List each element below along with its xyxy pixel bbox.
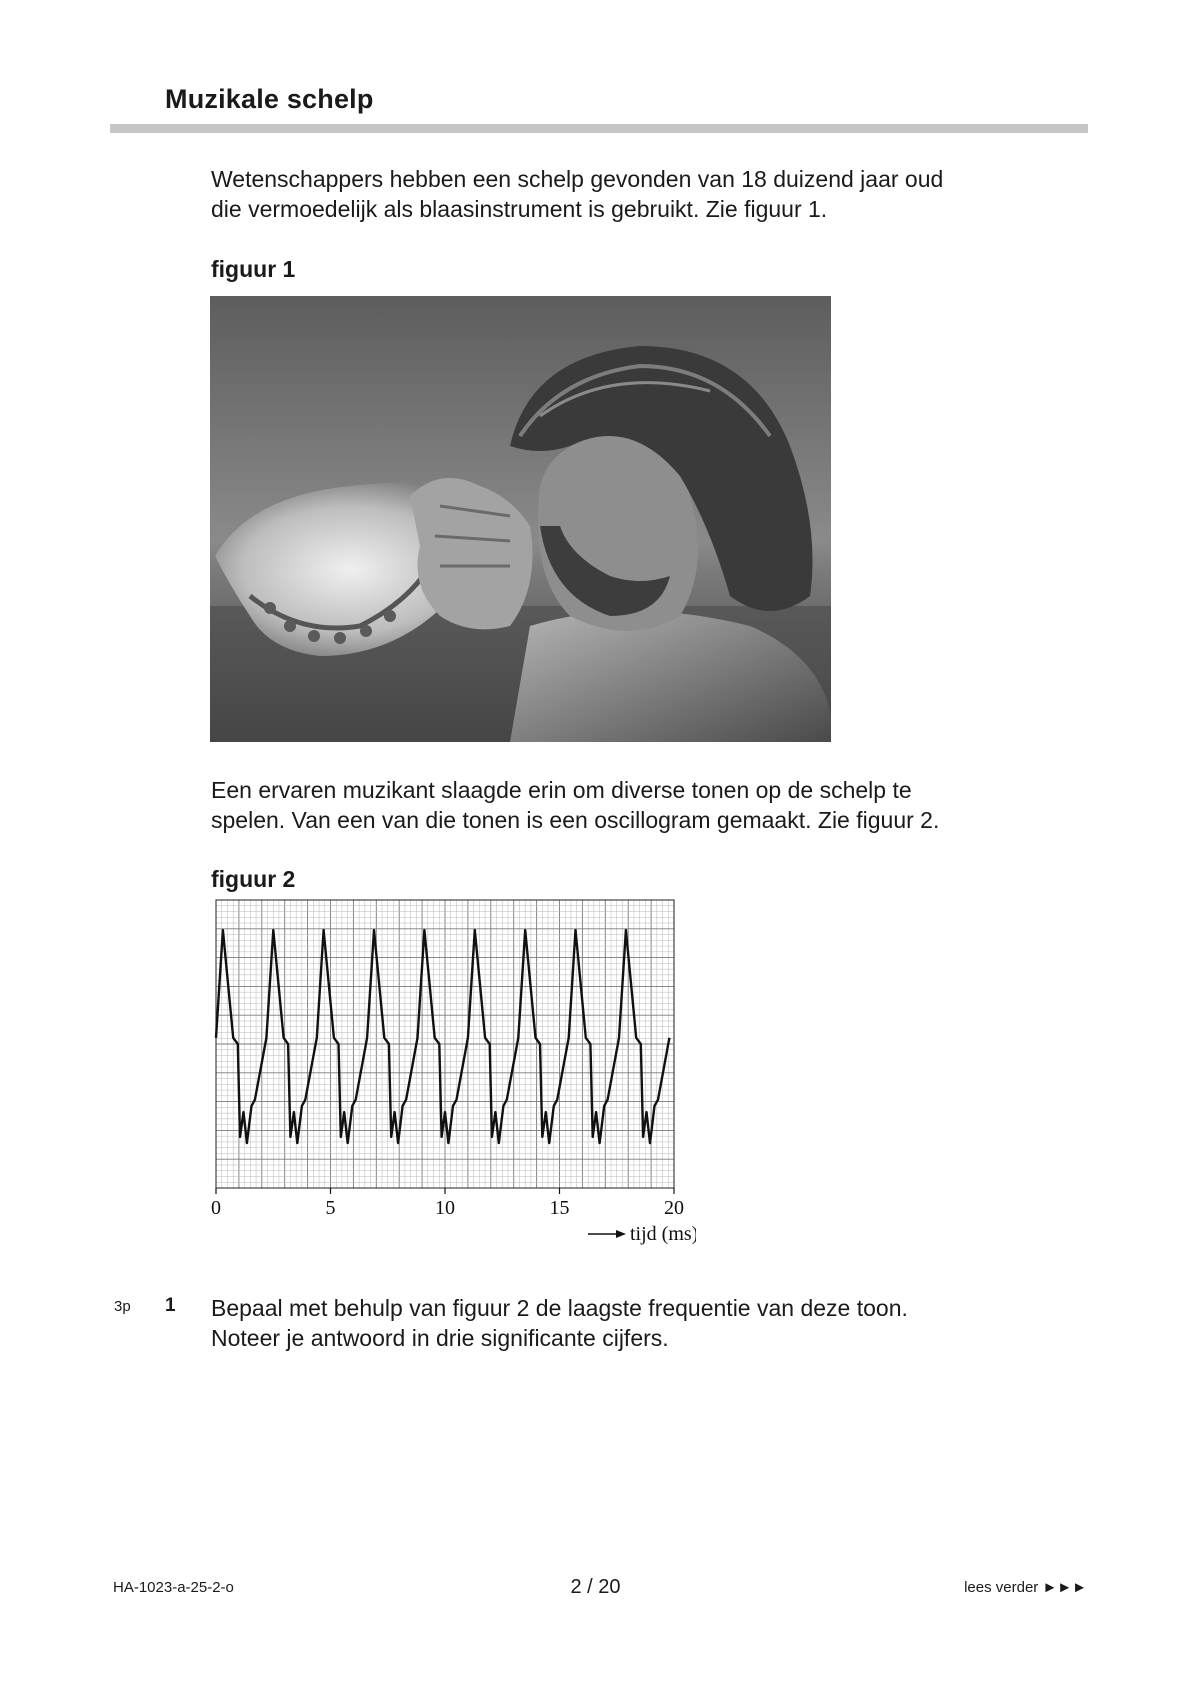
title-divider [110, 124, 1088, 133]
intro-line: die vermoedelijk als blaasinstrument is gebruikt. Zie figuur 1. [211, 196, 828, 222]
question-line: Bepaal met behulp van figuur 2 de laagste frequentie van deze toon. [211, 1295, 908, 1321]
question-points: 3p [114, 1298, 131, 1315]
figure1-photo [210, 296, 831, 742]
x-tick-label: 15 [549, 1197, 570, 1219]
oscillogram [196, 898, 696, 1263]
page-number: 2 / 20 [570, 1576, 621, 1598]
x-tick-label: 5 [325, 1197, 336, 1219]
waveform-line [216, 930, 669, 1143]
oscillogram-chart [196, 898, 696, 1258]
question-line: Noteer je antwoord in drie significante cijfers. [211, 1325, 669, 1351]
page-title: Muzikale schelp [165, 84, 374, 114]
oscillogram-grid [216, 900, 674, 1188]
intro-line: Wetenschappers hebben een schelp gevonden van 18 duizend jaar oud [211, 166, 944, 192]
x-axis-arrowhead [616, 1230, 626, 1238]
question-number: 1 [165, 1295, 176, 1316]
figure2-intro-paragraph [211, 775, 1091, 835]
figure2-label: figuur 2 [211, 866, 296, 892]
intro-paragraph [211, 164, 1091, 224]
continue-indicator: lees verder ►►► [964, 1579, 1087, 1596]
exam-code: HA-1023-a-25-2-o [113, 1579, 234, 1596]
x-tick-label: 20 [664, 1197, 684, 1219]
question-text [211, 1293, 1091, 1353]
paragraph-line: spelen. Van een van die tonen is een oscillogram gemaakt. Zie figuur 2. [211, 807, 940, 833]
x-tick-label: 0 [211, 1197, 221, 1219]
paragraph-line: Een ervaren muzikant slaagde erin om diverse tonen op de schelp te [211, 777, 912, 803]
x-tick-label: 10 [435, 1197, 455, 1219]
figure1-label: figuur 1 [211, 256, 296, 282]
x-axis-label: tijd (ms) [630, 1223, 696, 1245]
